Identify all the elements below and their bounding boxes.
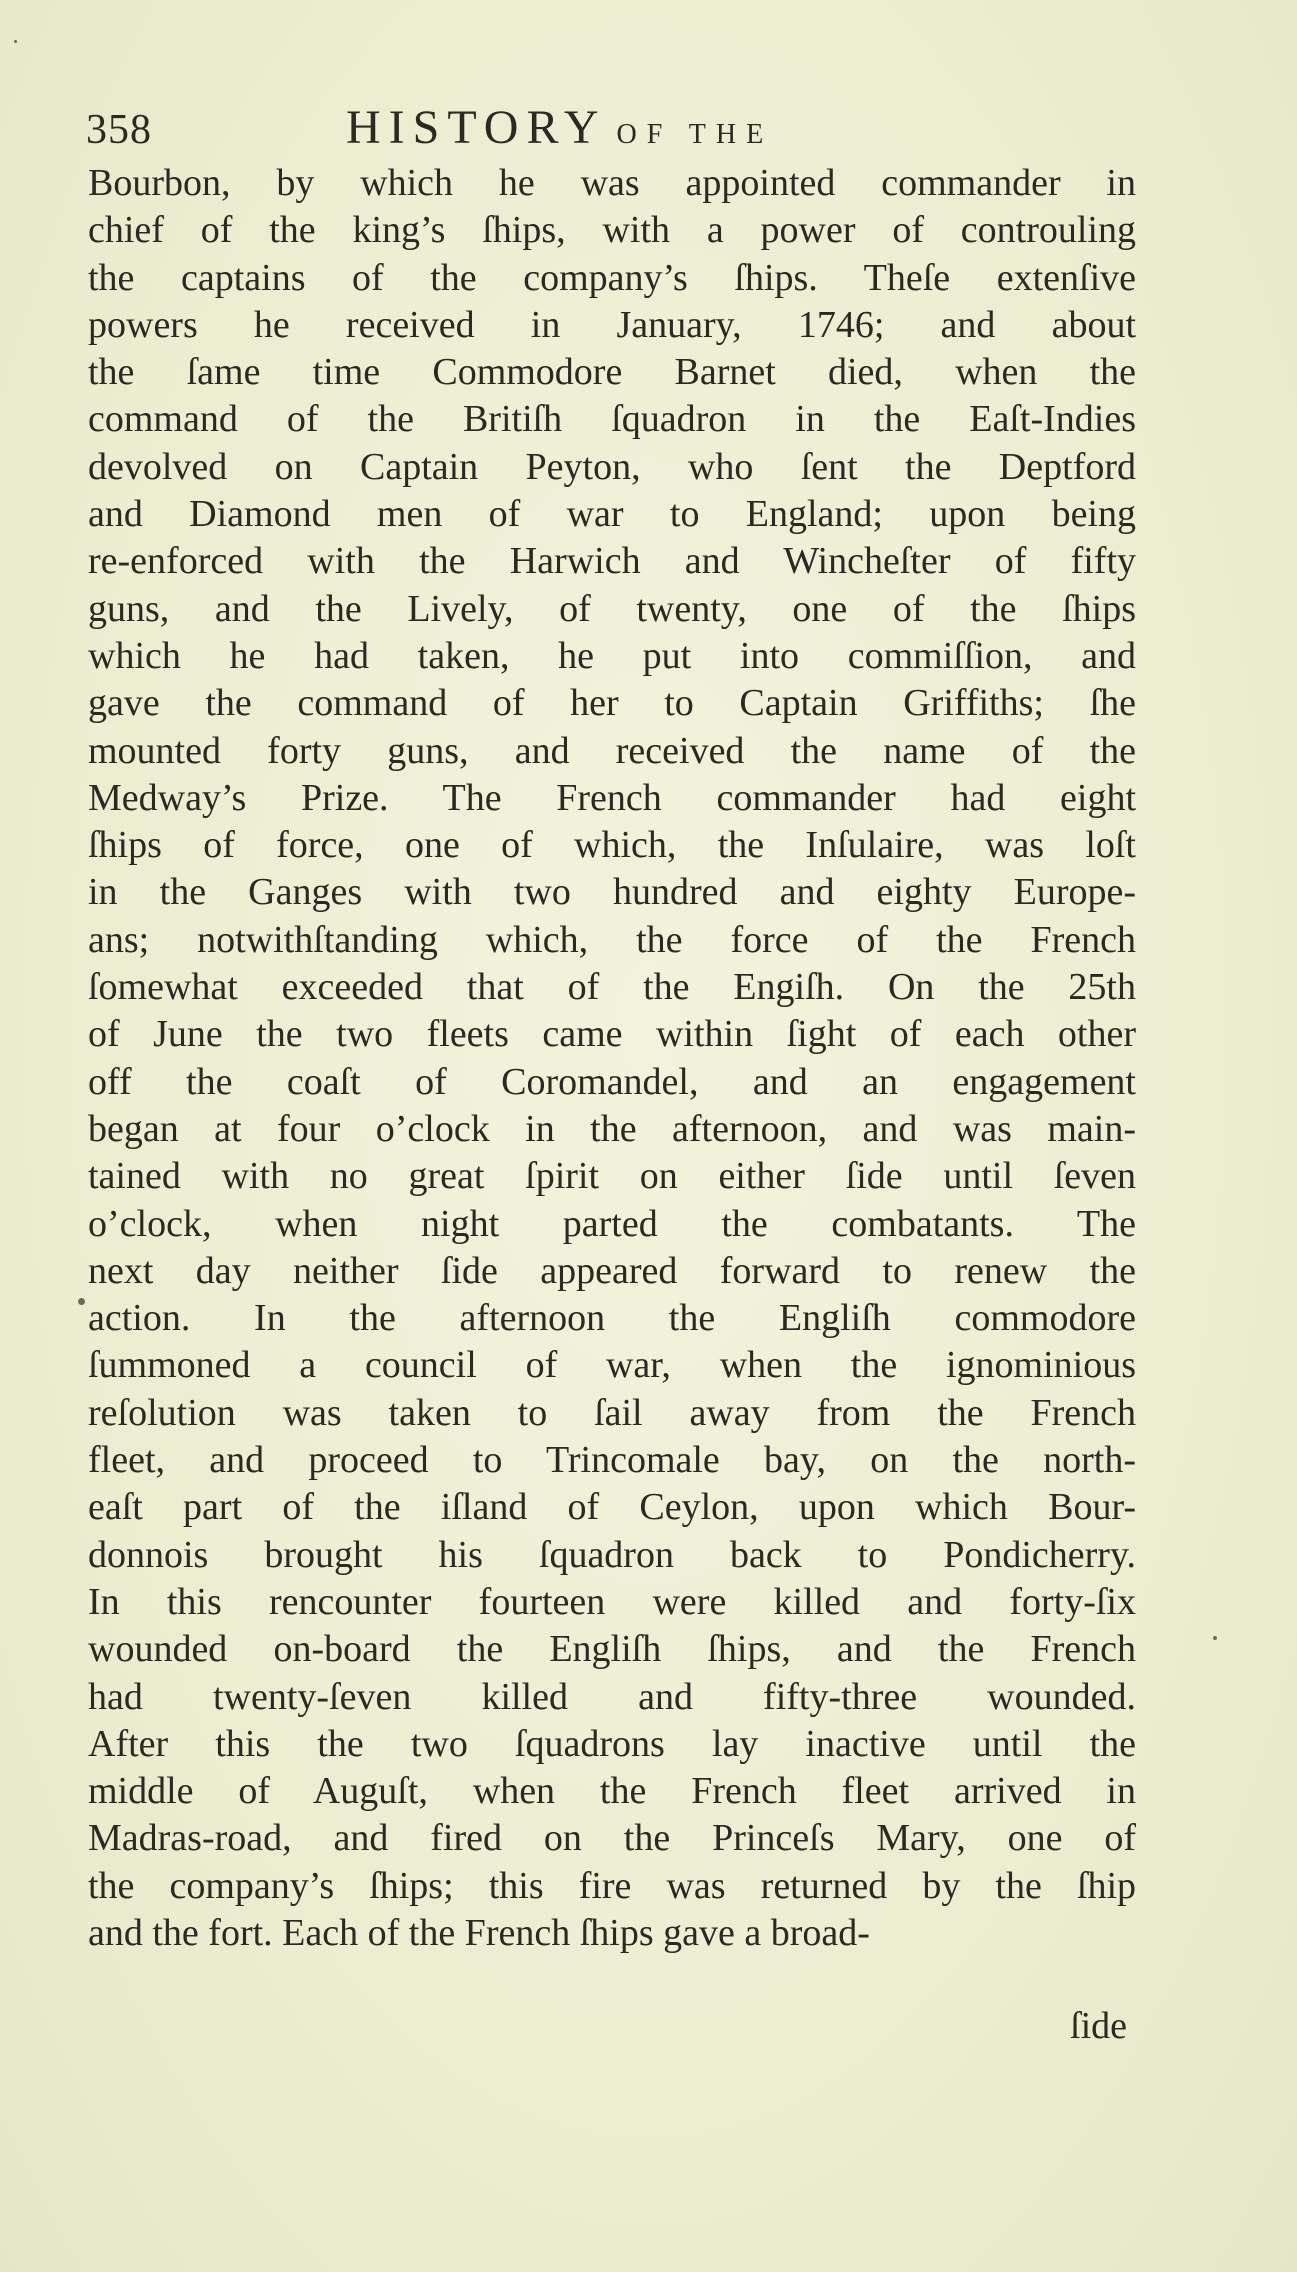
text-line: ans; notwithſtanding which, the force of the French	[88, 918, 1136, 961]
text-line: ſomewhat exceeded that of the Engiſh. On the 25th	[88, 966, 1136, 1009]
text-line: middle of Auguſt, when the French fleet arrived in	[88, 1770, 1136, 1813]
page-number: 358	[86, 107, 152, 153]
ink-speck	[14, 40, 17, 43]
text-line: Bourbon, by which he was appointed commander in	[88, 162, 1136, 204]
text-line: action. In the afternoon the Engliſh commodore	[88, 1297, 1136, 1340]
text-line: gave the command of her to Captain Griffiths; ſhe	[88, 682, 1136, 725]
running-head	[346, 100, 773, 155]
text-line: the ſame time Commodore Barnet died, when the	[88, 351, 1136, 394]
text-line: mounted forty guns, and received the name of the	[88, 729, 1136, 772]
text-line: re-enforced with the Harwich and Wincheſter of fifty	[88, 540, 1136, 583]
text-line: and Diamond men of war to England; upon being	[88, 493, 1136, 536]
text-line: which he had taken, he put into commiſſion, and	[88, 634, 1136, 677]
page-header	[86, 100, 1146, 160]
text-line: In this rencounter fourteen were killed and forty-ſix	[88, 1580, 1136, 1623]
text-line: o’clock, when night parted the combatants. The	[88, 1202, 1136, 1245]
catchword: ſide	[1070, 2005, 1127, 2047]
text-line: ſummoned a council of war, when the ignominious	[88, 1344, 1136, 1387]
text-line: After this the two ſquadrons lay inactive until the	[88, 1722, 1136, 1765]
text-line: guns, and the Lively, of twenty, one of the ſhips	[88, 587, 1136, 630]
text-line: Medway’s Prize. The French commander had eight	[88, 776, 1136, 819]
text-line: ſhips of force, one of which, the Inſulaire, was loſt	[88, 824, 1136, 867]
text-line: devolved on Captain Peyton, who ſent the Deptford	[88, 445, 1136, 488]
text-line: tained with no great ſpirit on either ſide until ſeven	[88, 1155, 1136, 1198]
text-line: and the fort. Each of the French ſhips gave a broad-	[88, 1911, 870, 1954]
running-head-main: HISTORY	[346, 101, 607, 154]
text-line: next day neither ſide appeared forward to renew the	[88, 1249, 1136, 1292]
text-line: command of the Britiſh ſquadron in the Eaſt-Indies	[88, 398, 1136, 441]
ink-speck	[1213, 1636, 1217, 1640]
text-line: the company’s ſhips; this fire was returned by the ſhip	[88, 1864, 1136, 1907]
ink-speck	[78, 1298, 85, 1305]
text-line: began at four o’clock in the afternoon, and was main-	[88, 1107, 1136, 1150]
text-line: of June the two fleets came within ſight of each other	[88, 1013, 1136, 1056]
text-line: eaſt part of the iſland of Ceylon, upon which Bour-	[88, 1486, 1136, 1529]
text-line: fleet, and proceed to Trincomale bay, on the north-	[88, 1439, 1136, 1482]
text-line: the captains of the company’s ſhips. Theſe extenſive	[88, 256, 1136, 299]
text-line: chief of the king’s ſhips, with a power of controuling	[88, 209, 1136, 252]
text-line: wounded on-board the Engliſh ſhips, and the French	[88, 1628, 1136, 1671]
text-line: donnois brought his ſquadron back to Pondicherry.	[88, 1533, 1136, 1576]
text-line: powers he received in January, 1746; and about	[88, 303, 1136, 346]
text-line: in the Ganges with two hundred and eighty Europe-	[88, 871, 1136, 914]
text-line: had twenty-ſeven killed and fifty-three wounded.	[88, 1675, 1136, 1718]
text-line: reſolution was taken to ſail away from the French	[88, 1391, 1136, 1434]
text-line: off the coaſt of Coromandel, and an engagement	[88, 1060, 1136, 1103]
body-text	[88, 160, 1136, 1957]
text-line: Madras-road, and fired on the Princeſs Mary, one of	[88, 1817, 1136, 1860]
running-head-small: OF THE	[616, 119, 774, 150]
